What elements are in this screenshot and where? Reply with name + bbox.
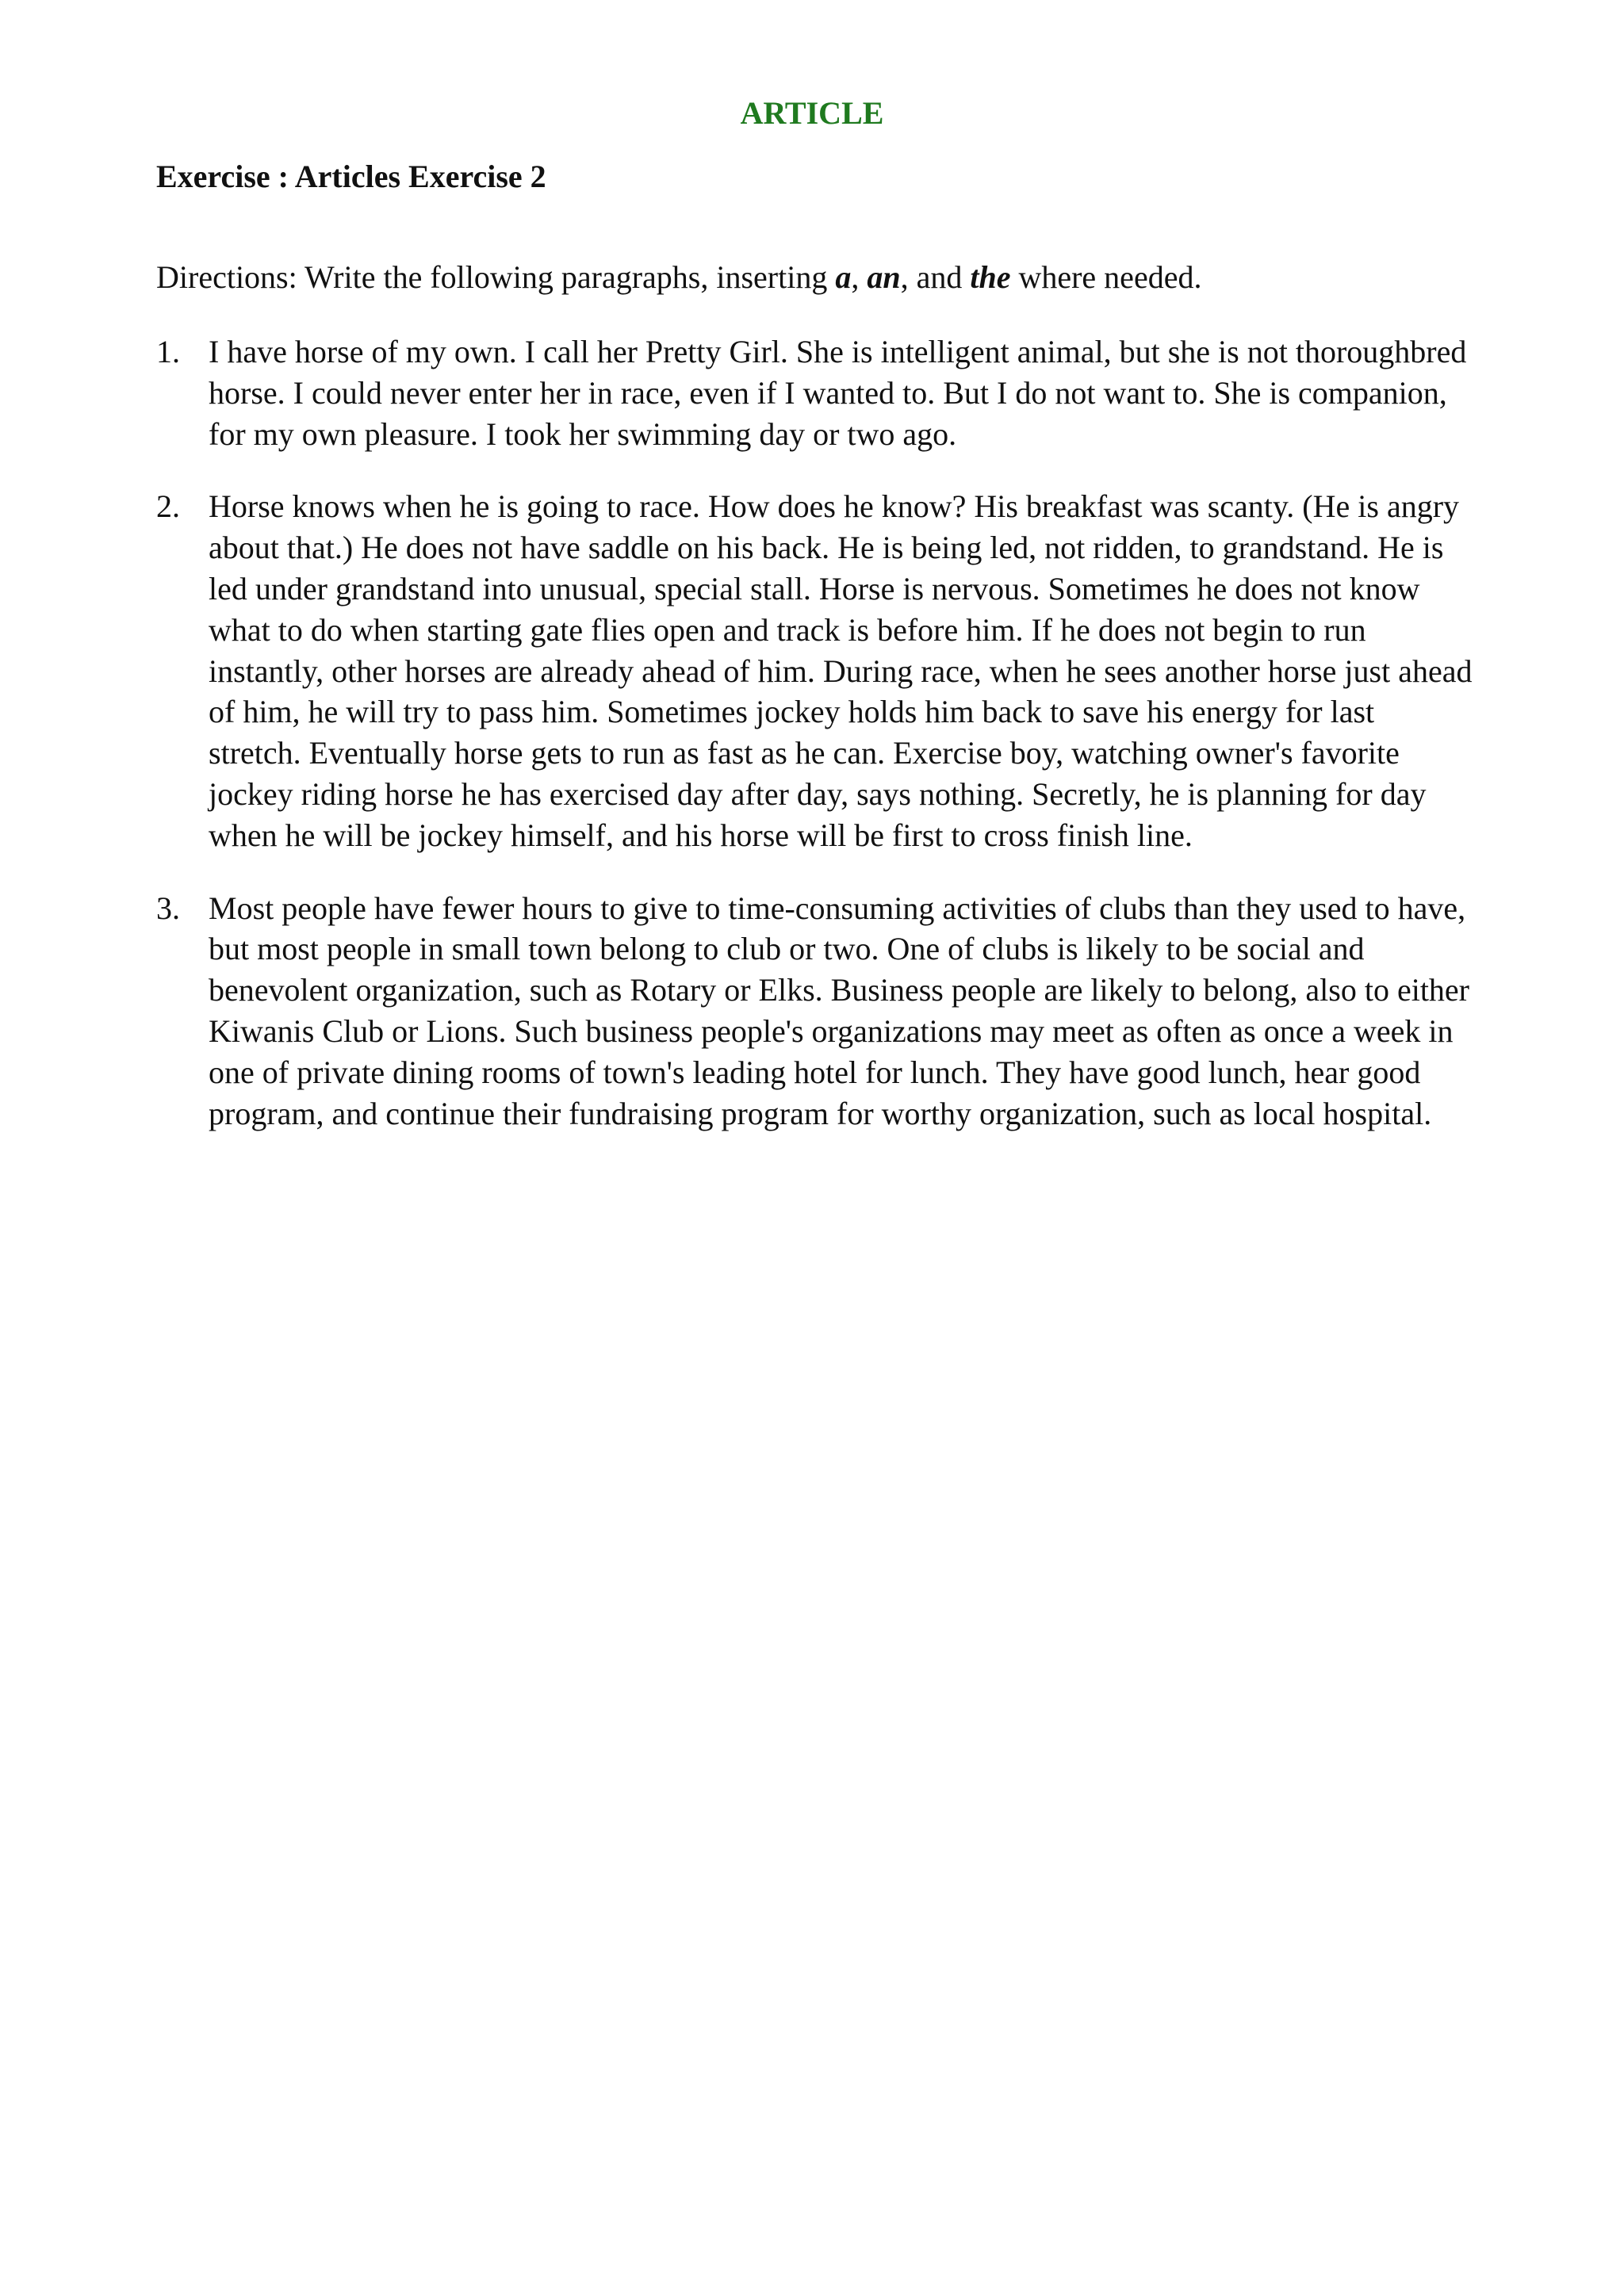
- directions-keyword-a: a: [835, 259, 852, 295]
- item-paragraph: I have horse of my own. I call her Pretty Girl. She is intelligent animal, but she is not thoroughbred horse. I could never enter her in race, even if I wanted to. But I do not want to. She is companion, for my own pleasure. I took her swimming day or two ago.: [209, 334, 1467, 452]
- exercise-item-2: [156, 486, 1473, 855]
- item-number: 2.: [156, 488, 180, 525]
- exercise-item-1: [156, 331, 1473, 454]
- exercise-list: [156, 331, 1473, 1165]
- directions-separator-2: , and: [900, 259, 971, 295]
- document-title: ARTICLE: [740, 95, 884, 131]
- directions-keyword-an: an: [867, 259, 901, 295]
- directions-text: [156, 258, 1473, 297]
- directions-prefix: Directions: Write the following paragraphs, inserting: [156, 259, 836, 295]
- directions-keyword-the: the: [970, 259, 1011, 295]
- directions-suffix: where needed.: [1010, 259, 1202, 295]
- item-paragraph: Most people have fewer hours to give to time-consuming activities of clubs than they used to have, but most people in small town belong to club or two. One of clubs is likely to be social and benevolent organization, such as Rotary or Elks. Business people are likely to belong, also to either Kiwanis Club or Lions. Such business people's organizations may meet as often as once a week in one of private dining rooms of town's leading hotel for lunch. They have good lunch, hear good program, and continue their fundraising program for worthy organization, such as local hospital.: [209, 890, 1469, 1131]
- exercise-item-3: [156, 888, 1473, 1135]
- item-number: 1.: [156, 334, 180, 369]
- item-number: 3.: [156, 890, 180, 926]
- directions-separator-1: ,: [851, 259, 868, 295]
- exercise-heading: Exercise : Articles Exercise 2: [156, 159, 546, 194]
- item-paragraph: Horse knows when he is going to race. How does he know? His breakfast was scanty. (He is angry about that.) He does not have saddle on his back. He is being led, not ridden, to grandstand. He is led under grandstand into unusual, special stall. Horse is nervous. Sometimes he does not know what to do when starting gate flies open and track is before him. If he does not begin to run instantly, other horses are already ahead of him. During race, when he sees another horse just ahead of him, he will try to pass him. Sometimes jockey holds him back to save his energy for last stretch. Eventually horse gets to run as fast as he can. Exercise boy, watching owner's favorite jockey riding horse he has exercised day after day, says nothing. Secretly, he is planning for day when he will be jockey himself, and his horse will be first to cross finish line.: [209, 488, 1473, 853]
